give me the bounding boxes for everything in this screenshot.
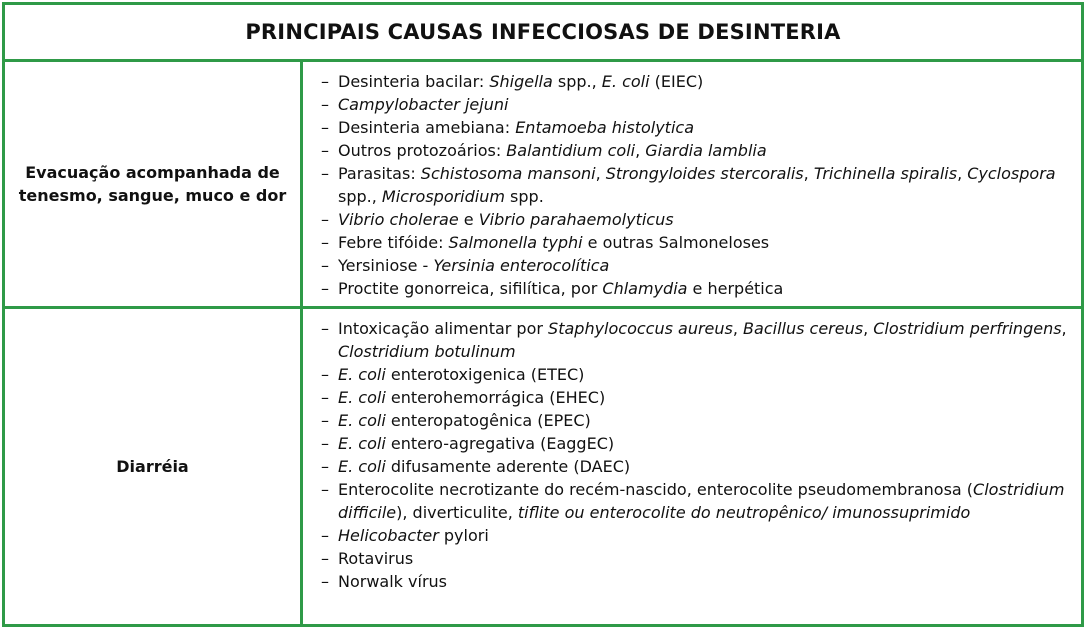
organism-name: Strongyloides stercoralis [605, 164, 804, 183]
row-label: Diarréia [5, 309, 303, 624]
organism-name: Cyclospora [967, 164, 1056, 183]
organism-name: Staphylococcus aureus [548, 319, 733, 338]
organism-name: tiflite ou enterocolite do neutropênico/ imunossuprimido [517, 503, 971, 522]
list-item [318, 277, 1073, 300]
organism-name: Yersinia enterocolítica [433, 256, 610, 275]
list-item [318, 317, 1073, 363]
item-text: Outros protozoários: [338, 141, 507, 160]
cause-list [318, 70, 1073, 300]
item-text: , [635, 141, 646, 160]
organism-name: Giardia lamblia [645, 141, 767, 160]
item-text: , [803, 164, 814, 183]
organism-name: Microsporidium [381, 187, 505, 206]
item-text: e [458, 210, 479, 229]
item-text: Febre tifóide: [338, 233, 449, 252]
item-text: pylori [438, 526, 489, 545]
list-item [318, 386, 1073, 409]
table-row [5, 62, 1081, 309]
list-item [318, 208, 1073, 231]
organism-name: Campylobacter jejuni [338, 95, 509, 114]
organism-name: Chlamydia [602, 279, 688, 298]
list-item [318, 478, 1073, 524]
organism-name: Clostridium botulinum [338, 342, 516, 361]
item-text: Parasitas: [338, 164, 421, 183]
list-item [318, 524, 1073, 547]
list-item [318, 139, 1073, 162]
item-text: Desinteria amebiana: [338, 118, 516, 137]
list-item [318, 70, 1073, 93]
table-title: PRINCIPAIS CAUSAS INFECCIOSAS DE DESINTERIA [5, 5, 1081, 62]
row-label: Evacuação acompanhada de tenesmo, sangue, muco e dor [5, 62, 303, 306]
item-text: , [957, 164, 968, 183]
list-item [318, 455, 1073, 478]
item-text: enteropatogênica (EPEC) [385, 411, 591, 430]
list-item [318, 116, 1073, 139]
list-item [318, 231, 1073, 254]
row-content [306, 62, 1081, 306]
organism-name: Vibrio parahaemolyticus [478, 210, 674, 229]
item-text: Intoxicação alimentar por [338, 319, 549, 338]
item-text: enterotoxigenica (ETEC) [385, 365, 585, 384]
item-text: Enterocolite necrotizante do recém-nascido, enterocolite pseudomembranosa ( [338, 480, 974, 499]
item-text: spp., [552, 72, 602, 91]
organism-name: Trichinella spiralis [813, 164, 958, 183]
organism-name: Vibrio cholerae [338, 210, 459, 229]
organism-name: Clostridium difficile [338, 480, 1065, 522]
list-item [318, 432, 1073, 455]
organism-name: E. coli [338, 434, 386, 453]
item-text: , [732, 319, 744, 338]
item-text: , [1061, 319, 1067, 338]
item-text: e outras Salmoneloses [582, 233, 770, 252]
item-text: difusamente aderente (DAEC) [385, 457, 631, 476]
list-item [318, 409, 1073, 432]
organism-name: E. coli [338, 457, 386, 476]
item-text: , [863, 319, 874, 338]
cause-list [318, 317, 1073, 593]
item-text: spp. [504, 187, 544, 206]
organism-name: E. coli [601, 72, 650, 91]
item-text: Proctite gonorreica, sifilítica, por [338, 279, 603, 298]
row-content [306, 309, 1081, 624]
item-text: ), diverticulite, [396, 503, 518, 522]
organism-name: E. coli [338, 388, 386, 407]
item-text: Desinteria bacilar: [338, 72, 490, 91]
item-text: Yersiniose - [338, 256, 434, 275]
organism-name: Helicobacter [338, 526, 439, 545]
list-item [318, 254, 1073, 277]
organism-name: Clostridium perfringens [873, 319, 1062, 338]
table-row [5, 309, 1081, 624]
organism-name: Salmonella typhi [448, 233, 583, 252]
organism-name: Entamoeba histolytica [515, 118, 694, 137]
organism-name: E. coli [338, 365, 386, 384]
item-text: Rotavirus [338, 549, 414, 568]
item-text: Norwalk vírus [338, 572, 447, 591]
item-text: enterohemorrágica (EHEC) [385, 388, 606, 407]
item-text: , [595, 164, 606, 183]
organism-name: Bacillus cereus [743, 319, 864, 338]
item-text: (EIEC) [649, 72, 704, 91]
list-item [318, 93, 1073, 116]
list-item [318, 547, 1073, 570]
organism-name: Balantidium coli [506, 141, 636, 160]
item-text: spp., [338, 187, 382, 206]
organism-name: Schistosoma mansoni [420, 164, 596, 183]
list-item [318, 363, 1073, 386]
item-text: e herpética [687, 279, 784, 298]
table-frame [2, 2, 1084, 627]
list-item [318, 162, 1073, 208]
item-text: entero-agregativa (EaggEC) [385, 434, 615, 453]
organism-name: Shigella [489, 72, 553, 91]
organism-name: E. coli [338, 411, 386, 430]
list-item [318, 570, 1073, 593]
